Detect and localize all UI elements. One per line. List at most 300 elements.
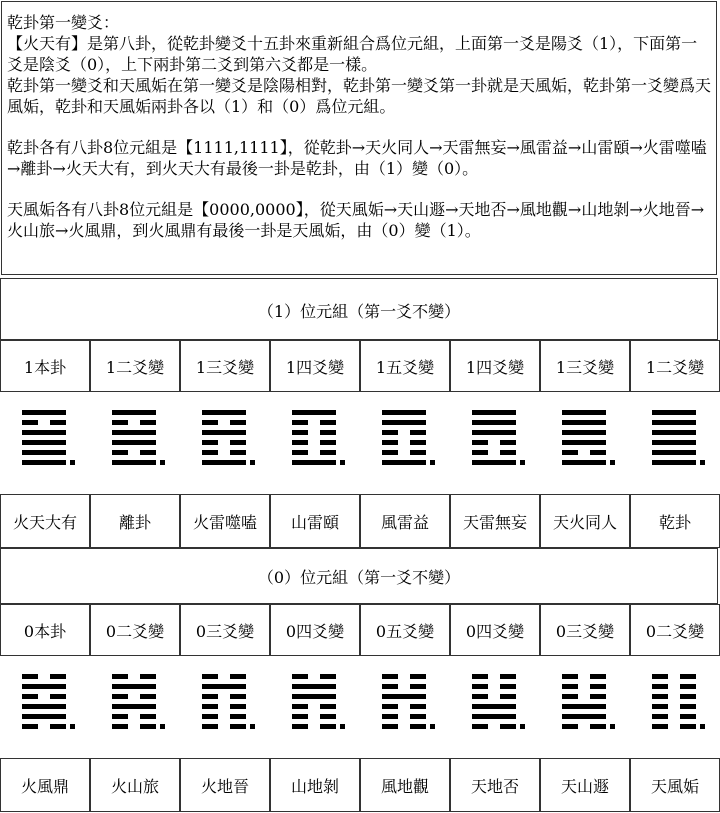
yang-line xyxy=(22,704,66,709)
yang-line xyxy=(652,430,696,435)
changing-line-dot xyxy=(610,724,615,729)
yin-segment xyxy=(410,684,426,689)
yin-segment xyxy=(202,724,218,729)
yin-segment xyxy=(680,724,696,729)
yang-segment xyxy=(472,430,516,435)
yin-line xyxy=(472,684,516,689)
yin-segment xyxy=(292,440,308,445)
yang-line xyxy=(562,460,606,465)
changing-line-dot xyxy=(250,724,255,729)
yin-segment xyxy=(320,724,336,729)
yin-line xyxy=(382,674,426,679)
changing-line-dot xyxy=(340,724,345,729)
yin-segment xyxy=(382,704,398,709)
yin-line xyxy=(652,714,696,719)
yin-segment xyxy=(230,450,246,455)
yang-segment xyxy=(472,420,516,425)
intro-paragraph-4: 天風姤各有八卦8位元組是【0000,0000】，從天風姤→天山遯→天地否→風地觀→山地剝→火地晉→火山旅→火風鼎，到火風鼎有最後一卦是天風姤，由（0）變（1）。 xyxy=(7,200,705,240)
yin-segment xyxy=(112,694,128,699)
yang-segment xyxy=(652,440,696,445)
yang-segment xyxy=(292,694,336,699)
yin-segment xyxy=(472,724,488,729)
section2-hexagram-4 xyxy=(292,674,352,734)
yin-line xyxy=(382,440,426,445)
section2-hexagram-1 xyxy=(22,674,82,734)
yang-segment xyxy=(472,704,516,709)
section2-name-cell-1: 火風鼎 xyxy=(0,758,90,812)
yin-segment xyxy=(562,724,578,729)
yin-line xyxy=(382,714,426,719)
changing-line-dot xyxy=(700,724,705,729)
yin-line xyxy=(112,420,156,425)
yang-segment xyxy=(112,460,156,465)
yang-segment xyxy=(382,410,426,415)
yin-line xyxy=(472,450,516,455)
yin-segment xyxy=(382,450,398,455)
yang-segment xyxy=(652,460,696,465)
yin-segment xyxy=(140,714,156,719)
yang-line xyxy=(472,420,516,425)
changing-line-dot xyxy=(340,460,345,465)
yin-segment xyxy=(292,420,308,425)
section2-hexagram-7 xyxy=(562,674,622,734)
yang-line xyxy=(562,410,606,415)
yin-segment xyxy=(320,420,336,425)
yin-line xyxy=(112,714,156,719)
yang-line xyxy=(292,460,336,465)
yin-line xyxy=(292,704,336,709)
yin-line xyxy=(382,724,426,729)
yang-segment xyxy=(22,430,66,435)
section1-hexagram-4 xyxy=(292,410,352,470)
yin-segment xyxy=(140,724,156,729)
yin-segment xyxy=(112,420,128,425)
yin-line xyxy=(562,684,606,689)
yang-line xyxy=(22,440,66,445)
yin-segment xyxy=(382,724,398,729)
yin-segment xyxy=(590,724,606,729)
section1-hexagram-row xyxy=(0,392,718,494)
yang-line xyxy=(112,704,156,709)
yin-line xyxy=(652,674,696,679)
section1-hexagram-7 xyxy=(562,410,622,470)
yin-line xyxy=(112,724,156,729)
yang-segment xyxy=(472,460,516,465)
yang-line xyxy=(562,430,606,435)
section2-label-cell-6: 0四爻變 xyxy=(450,604,540,656)
yang-segment xyxy=(112,704,156,709)
section2-label-cell-3: 0三爻變 xyxy=(180,604,270,656)
yin-segment xyxy=(410,430,426,435)
section1-label-cell-3: 1三爻變 xyxy=(180,340,270,392)
section1-label-row xyxy=(0,340,720,392)
section2-name-cell-8: 天風姤 xyxy=(630,758,720,812)
yang-segment xyxy=(202,410,246,415)
yin-segment xyxy=(202,420,218,425)
yin-line xyxy=(472,694,516,699)
yin-segment xyxy=(140,674,156,679)
yin-segment xyxy=(202,704,218,709)
yang-line xyxy=(562,704,606,709)
yang-line xyxy=(472,460,516,465)
yin-segment xyxy=(500,694,516,699)
yang-line xyxy=(202,684,246,689)
section2-title: （0）位元組（第一爻不變） xyxy=(257,568,461,587)
yang-line xyxy=(652,440,696,445)
yin-segment xyxy=(140,420,156,425)
yin-segment xyxy=(292,714,308,719)
section1-hexagram-5 xyxy=(382,410,442,470)
yin-segment xyxy=(202,440,218,445)
yin-line xyxy=(652,684,696,689)
yang-segment xyxy=(112,440,156,445)
yin-segment xyxy=(652,694,668,699)
yin-segment xyxy=(680,714,696,719)
yin-segment xyxy=(320,674,336,679)
yin-line xyxy=(562,674,606,679)
yin-segment xyxy=(590,684,606,689)
yang-line xyxy=(472,714,516,719)
section1-hexagram-2 xyxy=(112,410,172,470)
yin-line xyxy=(202,704,246,709)
section1-label-cell-8: 1二爻變 xyxy=(630,340,720,392)
section1-label-cell-2: 1二爻變 xyxy=(90,340,180,392)
yin-segment xyxy=(320,714,336,719)
yang-segment xyxy=(22,410,66,415)
yang-line xyxy=(652,410,696,415)
yang-segment xyxy=(202,430,246,435)
yang-segment xyxy=(202,460,246,465)
section2-name-cell-4: 山地剝 xyxy=(270,758,360,812)
yin-segment xyxy=(22,674,38,679)
changing-line-dot xyxy=(430,724,435,729)
changing-line-dot xyxy=(520,460,525,465)
yin-segment xyxy=(202,674,218,679)
section2-label-cell-1: 0本卦 xyxy=(0,604,90,656)
section1-name-cell-1: 火天大有 xyxy=(0,494,90,548)
yin-segment xyxy=(680,694,696,699)
yang-line xyxy=(22,714,66,719)
yin-segment xyxy=(202,714,218,719)
changing-line-dot xyxy=(250,460,255,465)
yang-line xyxy=(202,410,246,415)
yin-segment xyxy=(410,450,426,455)
yin-segment xyxy=(230,440,246,445)
yin-segment xyxy=(652,704,668,709)
yin-segment xyxy=(680,704,696,709)
section1-label-cell-7: 1三爻變 xyxy=(540,340,630,392)
yang-line xyxy=(472,704,516,709)
yang-segment xyxy=(382,694,426,699)
yang-line xyxy=(652,460,696,465)
yang-line xyxy=(382,694,426,699)
section1-hexagram-8 xyxy=(652,410,712,470)
section1-name-cell-2: 離卦 xyxy=(90,494,180,548)
yin-segment xyxy=(50,420,66,425)
yin-segment xyxy=(382,714,398,719)
yin-segment xyxy=(112,724,128,729)
yin-segment xyxy=(410,714,426,719)
yang-segment xyxy=(22,440,66,445)
yin-line xyxy=(22,420,66,425)
yin-line xyxy=(22,694,66,699)
section2-hexagram-row xyxy=(0,656,718,758)
yang-line xyxy=(112,440,156,445)
yang-segment xyxy=(292,410,336,415)
section1-name-cell-6: 天雷無妄 xyxy=(450,494,540,548)
yin-line xyxy=(562,450,606,455)
yang-line xyxy=(292,410,336,415)
yin-line xyxy=(292,714,336,719)
yang-line xyxy=(112,430,156,435)
yin-segment xyxy=(22,420,38,425)
yin-segment xyxy=(500,440,516,445)
yang-segment xyxy=(22,714,66,719)
yin-line xyxy=(652,704,696,709)
yin-segment xyxy=(50,674,66,679)
yin-line xyxy=(112,674,156,679)
yin-segment xyxy=(292,450,308,455)
section1-label-cell-6: 1四爻變 xyxy=(450,340,540,392)
yin-segment xyxy=(140,694,156,699)
yang-segment xyxy=(112,684,156,689)
yin-segment xyxy=(562,450,578,455)
section2-name-cell-6: 天地否 xyxy=(450,758,540,812)
yin-line xyxy=(292,450,336,455)
yin-segment xyxy=(562,674,578,679)
yin-segment xyxy=(292,430,308,435)
yin-line xyxy=(472,440,516,445)
yin-segment xyxy=(652,724,668,729)
yin-line xyxy=(382,450,426,455)
yin-line xyxy=(22,674,66,679)
yin-segment xyxy=(50,724,66,729)
section1-hexagram-3 xyxy=(202,410,262,470)
yin-line xyxy=(202,724,246,729)
yang-line xyxy=(562,714,606,719)
yang-line xyxy=(292,694,336,699)
section1-name-cell-8: 乾卦 xyxy=(630,494,720,548)
yin-segment xyxy=(652,674,668,679)
yang-line xyxy=(22,410,66,415)
yang-segment xyxy=(652,450,696,455)
yin-segment xyxy=(590,674,606,679)
yang-line xyxy=(382,410,426,415)
yang-line xyxy=(652,420,696,425)
yin-segment xyxy=(500,724,516,729)
yin-segment xyxy=(230,420,246,425)
yin-segment xyxy=(590,694,606,699)
yang-line xyxy=(22,430,66,435)
yang-segment xyxy=(292,460,336,465)
section1-label-cell-1: 1本卦 xyxy=(0,340,90,392)
yin-segment xyxy=(382,674,398,679)
yin-segment xyxy=(230,694,246,699)
section1-name-cell-7: 天火同人 xyxy=(540,494,630,548)
yin-line xyxy=(562,724,606,729)
changing-line-dot xyxy=(160,724,165,729)
section2-hexagram-8 xyxy=(652,674,712,734)
section1-title: （1）位元組（第一爻不變） xyxy=(257,302,461,321)
yin-segment xyxy=(230,704,246,709)
yang-line xyxy=(22,684,66,689)
yin-segment xyxy=(382,440,398,445)
yin-segment xyxy=(202,450,218,455)
section2-label-cell-8: 0二爻變 xyxy=(630,604,720,656)
yin-line xyxy=(292,724,336,729)
yang-line xyxy=(22,450,66,455)
yin-segment xyxy=(500,684,516,689)
yang-line xyxy=(562,440,606,445)
yang-segment xyxy=(652,420,696,425)
changing-line-dot xyxy=(610,460,615,465)
section2-name-cell-3: 火地晉 xyxy=(180,758,270,812)
section1-hexagram-6 xyxy=(472,410,532,470)
yin-segment xyxy=(562,694,578,699)
yin-segment xyxy=(652,684,668,689)
intro-paragraph-3: 乾卦各有八卦8位元組是【1111,1111】，從乾卦→天火同人→天雷無妄→風雷益→山雷頤→火雷噬嗑→離卦→火天大有，到火天大有最後一卦是乾卦，由（1）變（0）。 xyxy=(7,138,707,178)
yang-segment xyxy=(22,460,66,465)
yin-line xyxy=(652,724,696,729)
yin-segment xyxy=(410,724,426,729)
yang-segment xyxy=(382,460,426,465)
yin-segment xyxy=(320,704,336,709)
changing-line-dot xyxy=(700,460,705,465)
section1-name-row xyxy=(0,494,720,548)
yin-segment xyxy=(22,694,38,699)
yang-line xyxy=(472,410,516,415)
yang-segment xyxy=(562,704,606,709)
yin-segment xyxy=(590,450,606,455)
yin-segment xyxy=(500,450,516,455)
yang-segment xyxy=(112,410,156,415)
yin-segment xyxy=(112,450,128,455)
intro-heading: 乾卦第一變爻： xyxy=(7,13,120,32)
yin-line xyxy=(202,420,246,425)
yin-segment xyxy=(472,440,488,445)
yin-segment xyxy=(562,684,578,689)
yang-segment xyxy=(562,460,606,465)
yang-segment xyxy=(472,410,516,415)
yin-segment xyxy=(50,694,66,699)
yin-segment xyxy=(230,724,246,729)
section2-title-box xyxy=(0,548,718,604)
yin-line xyxy=(472,674,516,679)
yin-line xyxy=(202,714,246,719)
yang-segment xyxy=(292,684,336,689)
section1-title-box xyxy=(0,278,718,340)
yang-segment xyxy=(562,430,606,435)
yang-segment xyxy=(22,684,66,689)
yang-segment xyxy=(112,430,156,435)
yang-segment xyxy=(22,704,66,709)
yin-line xyxy=(292,440,336,445)
yang-segment xyxy=(202,684,246,689)
yang-line xyxy=(652,450,696,455)
yin-line xyxy=(562,694,606,699)
section2-label-cell-5: 0五爻變 xyxy=(360,604,450,656)
yin-line xyxy=(292,430,336,435)
yin-segment xyxy=(320,440,336,445)
yin-line xyxy=(202,674,246,679)
yin-segment xyxy=(382,430,398,435)
yin-segment xyxy=(112,674,128,679)
yin-segment xyxy=(652,714,668,719)
yin-segment xyxy=(410,674,426,679)
yin-segment xyxy=(292,724,308,729)
yin-line xyxy=(202,694,246,699)
yin-segment xyxy=(320,450,336,455)
yin-segment xyxy=(410,440,426,445)
yin-segment xyxy=(410,704,426,709)
yang-line xyxy=(472,430,516,435)
yin-segment xyxy=(472,674,488,679)
yin-line xyxy=(652,694,696,699)
yang-segment xyxy=(472,714,516,719)
yang-line xyxy=(202,430,246,435)
section2-name-cell-2: 火山旅 xyxy=(90,758,180,812)
section2-hexagram-2 xyxy=(112,674,172,734)
yin-line xyxy=(112,694,156,699)
yang-line xyxy=(202,460,246,465)
yang-segment xyxy=(562,410,606,415)
yin-segment xyxy=(382,684,398,689)
yin-segment xyxy=(140,450,156,455)
yang-line xyxy=(382,460,426,465)
yin-segment xyxy=(500,674,516,679)
section1-name-cell-4: 山雷頤 xyxy=(270,494,360,548)
yin-line xyxy=(112,450,156,455)
yin-line xyxy=(202,440,246,445)
intro-paragraph-2: 乾卦第一變爻和天風姤在第一變爻是陰陽相對，乾卦第一變爻第一卦就是天風姤，乾卦第一爻變爲天風姤，乾卦和天風姤兩卦各以（1）和（0）爲位元組。 xyxy=(7,76,712,116)
section1-hexagram-1 xyxy=(22,410,82,470)
yang-segment xyxy=(652,430,696,435)
yin-line xyxy=(382,430,426,435)
yin-segment xyxy=(112,714,128,719)
yang-line xyxy=(292,684,336,689)
section1-name-cell-5: 風雷益 xyxy=(360,494,450,548)
yin-line xyxy=(292,674,336,679)
yin-line xyxy=(202,450,246,455)
section2-label-cell-4: 0四爻變 xyxy=(270,604,360,656)
changing-line-dot xyxy=(520,724,525,729)
yin-segment xyxy=(320,430,336,435)
section1-label-cell-5: 1五爻變 xyxy=(360,340,450,392)
yin-segment xyxy=(230,674,246,679)
section2-name-row xyxy=(0,758,720,812)
yin-segment xyxy=(292,704,308,709)
yin-segment xyxy=(680,684,696,689)
yang-segment xyxy=(652,410,696,415)
yin-line xyxy=(382,704,426,709)
section2-name-cell-5: 風地觀 xyxy=(360,758,450,812)
section2-hexagram-3 xyxy=(202,674,262,734)
yang-segment xyxy=(562,440,606,445)
yang-line xyxy=(112,410,156,415)
yin-line xyxy=(472,724,516,729)
intro-paragraph-1: 【火天有】是第八卦，從乾卦變爻十五卦來重新組合爲位元組，上面第一爻是陽爻（1），下面第一爻是陰爻（0），上下兩卦第二爻到第六爻都是一樣。 xyxy=(7,34,698,74)
section2-label-row xyxy=(0,604,720,656)
yin-segment xyxy=(472,450,488,455)
changing-line-dot xyxy=(160,460,165,465)
yin-line xyxy=(22,724,66,729)
section2-hexagram-5 xyxy=(382,674,442,734)
section2-label-cell-7: 0三爻變 xyxy=(540,604,630,656)
yang-segment xyxy=(562,420,606,425)
yang-line xyxy=(112,684,156,689)
yin-segment xyxy=(680,674,696,679)
yang-segment xyxy=(382,420,426,425)
